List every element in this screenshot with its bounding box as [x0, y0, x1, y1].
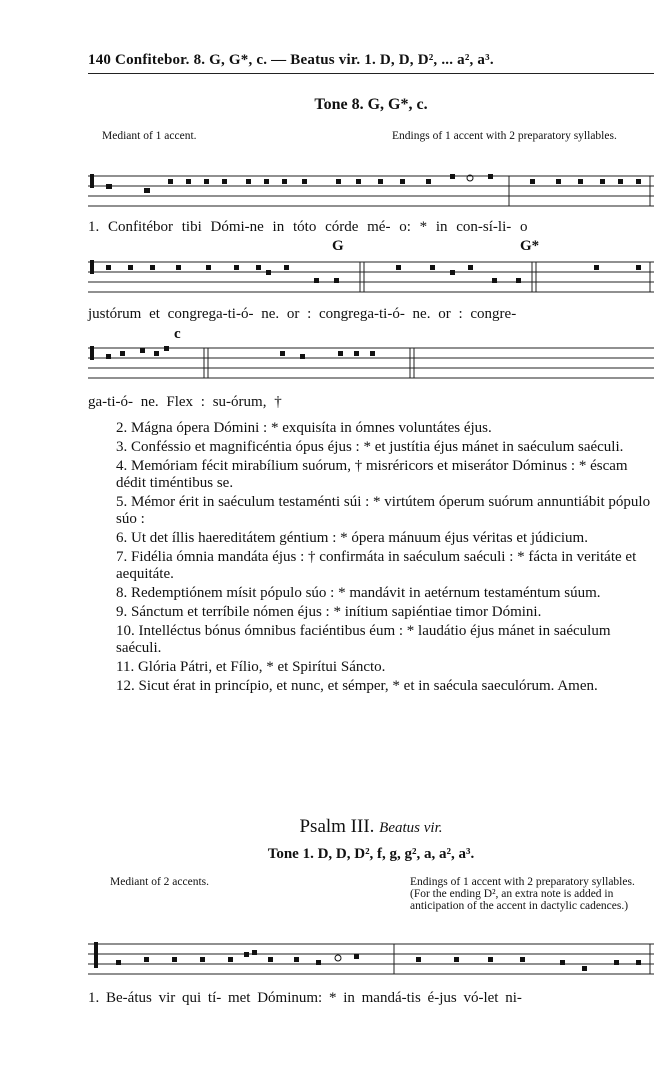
label-g: G: [332, 238, 344, 254]
tone1-staff-1: [88, 938, 654, 982]
tone8-mediant-note: Mediant of 1 accent.: [102, 130, 197, 142]
tone1-mediant-note: Mediant of 2 accents.: [110, 876, 209, 888]
psalm-title: Psalm III.: [299, 816, 375, 837]
label-g-star: G*: [520, 238, 540, 254]
verse-3: 3. Conféssio et magnificéntia ópus éjus : * et justítia éjus mánet in saéculum saéculi.: [116, 439, 624, 455]
verse-9: 9. Sánctum et terríbile nómen éjus : * inítium sapiéntiae timor Dómini.: [116, 604, 542, 620]
verse-2: 2. Mágna ópera Dómini : * exquisíta in ómnes voluntátes éjus.: [116, 420, 492, 436]
tone8-endings-note: Endings of 1 accent with 2 preparatory syllables.: [392, 130, 617, 142]
tone8-staff-1: [88, 170, 654, 214]
tone1-lyric-1: 1. Be-átus vir qui tí- met Dóminum: * in mandá-tis é-jus vó-let ni-: [88, 990, 522, 1006]
tone8-staff-3: [88, 342, 654, 386]
label-c: c: [174, 326, 181, 342]
psalm-heading: [88, 816, 654, 838]
verse-10: 10. Intelléctus bónus ómnibus faciéntibus éum : * laudátio éjus mánet in saéculum saéculi.: [116, 623, 611, 656]
verse-list: [88, 420, 654, 697]
verse-5: 5. Mémor érit in saéculum testaménti súi : * virtútem óperum suórum annuntiábit pópulo súo :: [116, 494, 651, 527]
verse-6: 6. Ut det íllis haereditátem géntium : * ópera mánuum éjus véritas et júdicium.: [116, 530, 588, 546]
tone1-title: Tone 1. D, D, D², f, g, g², a, a², a³.: [267, 846, 475, 862]
tone8-lyric-1: 1. Confitébor tibi Dómi-ne in tóto córde mé- o: * in con-sí-li- o: [88, 219, 528, 235]
psalm-subtitle: Beatus vir.: [379, 820, 443, 836]
verse-8: 8. Redemptiónem mísit pópulo súo : * mandávit in aetérnum testaméntum súum.: [116, 585, 601, 601]
verse-7: 7. Fidélia ómnia mandáta éjus : † confirmáta in saéculum saéculi : * fácta in veritáte et aequitáte.: [116, 549, 637, 582]
tone8-staff-2: [88, 256, 654, 300]
tone8-lyric-2: justórum et congrega-ti-ó- ne. or : congrega-ti-ó- ne. or : congre-: [88, 306, 517, 322]
tone1-endings-note: Endings of 1 accent with 2 preparatory syllables. (For the ending D², an extra note is added in anticipation of the accent in dactylic cadences.): [410, 876, 635, 912]
header-rule: [88, 73, 654, 74]
verse-11: 11. Glória Pátri, et Fílio, * et Spirítui Sáncto.: [116, 659, 386, 675]
verse-4: 4. Memóriam fécit mirabílium suórum, † misréricors et miserátor Dóminus : * éscam dédit timéntibus se.: [116, 458, 628, 491]
tone8-title: Tone 8. G, G*, c.: [314, 96, 428, 113]
tone8-lyric-3: ga-ti-ó- ne. Flex : su-órum, †: [88, 394, 282, 410]
verse-12: 12. Sicut érat in princípio, et nunc, et sémper, * et in saécula saeculórum. Amen.: [116, 678, 598, 694]
running-header: 140 Confitebor. 8. G, G*, c. — Beatus vir. 1. D, D, D², ... a², a³.: [88, 52, 494, 68]
